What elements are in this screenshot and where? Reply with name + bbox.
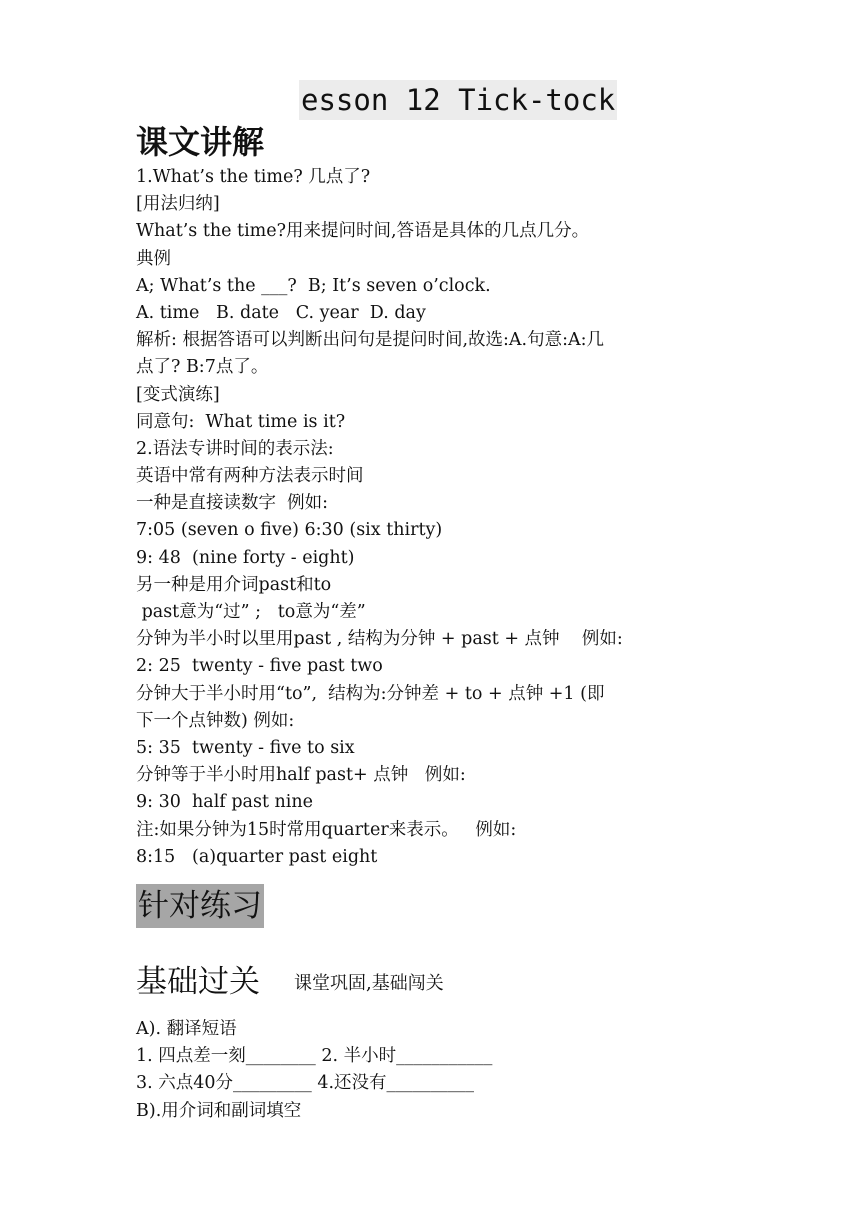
text-line: 同意句: What time is it? <box>136 411 346 432</box>
section-heading-lecture: 课文讲解 <box>136 123 265 161</box>
text-line: 一种是直接读数字 例如: <box>136 493 329 514</box>
exercise-line: A). 翻译短语 <box>136 1019 237 1039</box>
text-line: 2.语法专讲时间的表示法: <box>136 438 334 459</box>
text-line: 分钟大于半小时用“to”, 结构为:分钟差 + to + 点钟 +1 (即 <box>136 683 605 704</box>
exercise-line: 1. 四点差一刻________ 2. 半小时___________ <box>136 1046 493 1067</box>
text-line: 分钟等于半小时用half past+ 点钟 例如: <box>136 765 466 786</box>
text-line: [用法归纳] <box>136 194 220 215</box>
section-subtitle-basic: 课堂巩固,基础闯关 <box>294 973 444 994</box>
exercise-line: B).用介词和副词填空 <box>136 1100 302 1121</box>
text-line: A. time B. date C. year D. day <box>136 302 426 323</box>
lecture-body <box>136 164 776 871</box>
text-line: 7:05 (seven o five) 6:30 (six thirty) <box>136 520 443 541</box>
text-line: 1.What’s the time? 几点了? <box>136 167 371 187</box>
text-line: 另一种是用介词past和to <box>136 574 332 595</box>
text-line: 5: 35 twenty - five to six <box>136 737 355 758</box>
text-line: 点了? B:7点了。 <box>136 357 269 378</box>
text-line: 典例 <box>136 248 171 269</box>
text-line: past意为“过” ; to意为“差” <box>136 602 366 622</box>
text-line: 9: 48 (nine forty - eight) <box>136 547 355 568</box>
text-line: 9: 30 half past nine <box>136 792 314 813</box>
text-line: 英语中常有两种方法表示时间 <box>136 466 364 487</box>
text-line: 注:如果分钟为15时常用quarter来表示。 例如: <box>136 819 517 840</box>
lesson-title: esson 12 Tick-tock <box>299 80 617 120</box>
text-line: 下一个点钟数) 例如: <box>136 710 295 731</box>
exercise-line: 3. 六点40分_________ 4.还没有__________ <box>136 1073 475 1094</box>
text-line: 8:15 (a)quarter past eight <box>136 846 378 867</box>
exercise-body <box>136 1016 776 1125</box>
text-line: 分钟为半小时以里用past , 结构为分钟 + past + 点钟 例如: <box>136 629 623 650</box>
text-line: A; What’s the ___? B; It’s seven o’clock. <box>136 275 491 296</box>
section-heading-practice: 针对练习 <box>136 884 264 928</box>
text-line: What’s the time?用来提问时间,答语是具体的几点几分。 <box>136 221 590 242</box>
section-heading-basic: 基础过关 <box>136 964 260 1000</box>
text-line: 解析: 根据答语可以判断出问句是提问时间,故选:A.句意:A:几 <box>136 330 605 351</box>
text-line: [变式演练] <box>136 384 220 405</box>
text-line: 2: 25 twenty - five past two <box>136 656 383 677</box>
